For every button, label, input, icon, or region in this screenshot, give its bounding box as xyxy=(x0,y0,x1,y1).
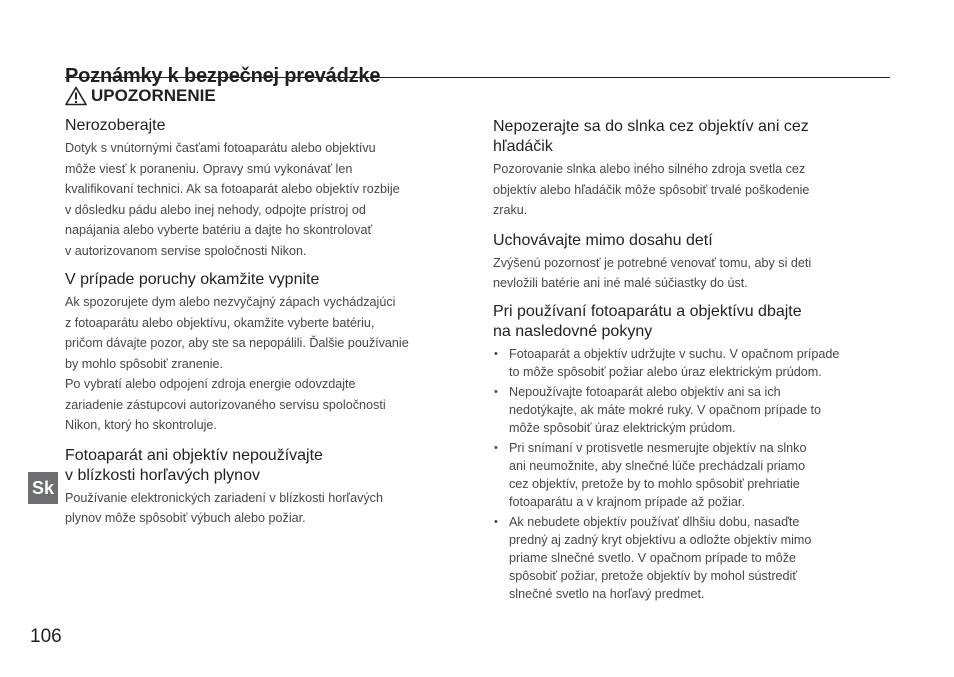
page-title: Poznámky k bezpečnej prevádzke xyxy=(65,65,381,88)
body-line: objektív alebo hľadáčik môže spôsobiť trvalé poškodenie xyxy=(493,182,810,197)
section-body xyxy=(65,488,465,529)
body-line: môže viesť k poraneniu. Opravy smú vykonávať len xyxy=(65,161,353,176)
section-title-line: Pri používaní fotoaparátu a objektívu dbajte xyxy=(493,302,802,320)
bullet-line: Pri snímaní v protisvetle nesmerujte objektív na slnko xyxy=(509,440,807,455)
bullet-line: Nepoužívajte fotoaparát alebo objektív ani sa ich xyxy=(509,384,781,399)
list-item xyxy=(493,345,893,381)
section-title-line: Nepozerajte sa do slnka cez objektív ani cez xyxy=(493,118,809,135)
bullet-dot: • xyxy=(494,441,498,454)
bullet-dot: • xyxy=(494,347,498,360)
body-line: pričom dávajte pozor, aby ste sa nepopálili. Ďalšie používanie xyxy=(65,336,409,350)
body-line: napájania alebo vyberte batériu a dajte ho skontrolovať xyxy=(65,223,373,237)
section-flammable-gas xyxy=(65,446,465,529)
language-tab: Sk xyxy=(28,472,58,504)
bullet-line: cez objektív, pretože by to mohlo spôsobiť prehriatie xyxy=(509,476,800,491)
title-divider xyxy=(65,77,890,78)
bullet-line: to môže spôsobiť požiar alebo úraz elektrickým prúdom. xyxy=(509,364,822,379)
bullet-dot: • xyxy=(494,515,498,528)
bullet-dot: • xyxy=(494,385,498,398)
section-title-line: Nerozoberajte xyxy=(65,117,166,134)
body-line: nevložili batérie ani iné malé súčiastky do úst. xyxy=(493,276,748,290)
bullet-line: ani neumožnite, aby slnečné lúče prechádzali priamo xyxy=(509,458,806,473)
body-line: Zvýšenú pozornosť je potrebné venovať tomu, aby si deti xyxy=(493,255,812,270)
bullet-line: nedotýkajte, ak máte mokré ruky. V opačnom prípade to xyxy=(509,402,821,417)
body-line: Nikon, ktorý ho skontroluje. xyxy=(65,418,217,432)
body-line: Dotyk s vnútornými časťami fotoaparátu alebo objektívu xyxy=(65,141,376,155)
bullet-line: Fotoaparát a objektív udržujte v suchu. V opačnom prípade xyxy=(509,346,840,361)
body-line: Pozorovanie slnka alebo iného silného zdroja svetla cez xyxy=(493,162,806,176)
section-title xyxy=(493,231,893,251)
list-item xyxy=(493,513,893,603)
section-title-line: hľadáčik xyxy=(493,138,553,155)
right-column xyxy=(493,117,893,605)
body-line: Ak spozorujete dym alebo nezvyčajný zápach vychádzajúci xyxy=(65,295,396,309)
warning-label: UPOZORNENIE xyxy=(91,86,216,105)
body-line: z fotoaparátu alebo objektívu, okamžite vyberte batériu, xyxy=(65,315,375,330)
section-title-line: na nasledovné pokyny xyxy=(493,322,653,340)
bullet-line: predný aj zadný kryt objektívu a odložte objektív mimo xyxy=(509,532,812,547)
section-do-not-look-at-sun xyxy=(493,117,893,221)
section-title-line: Uchovávajte mimo dosahu detí xyxy=(493,231,713,249)
bullet-line: fotoaparátu a v krajnom prípade až požiar. xyxy=(509,494,745,509)
body-line: zraku. xyxy=(493,203,528,217)
body-line: zariadenie zástupcovi autorizovaného servisu spoločnosti xyxy=(65,397,386,412)
section-keep-away-from-children xyxy=(493,231,893,294)
body-line: kvalifikovaní technici. Ak sa fotoaparát alebo objektív rozbije xyxy=(65,182,400,196)
section-title xyxy=(65,270,465,290)
section-title xyxy=(493,117,893,157)
section-title xyxy=(65,116,465,136)
body-line: by mohlo spôsobiť zranenie. xyxy=(65,356,224,371)
warning-triangle-icon xyxy=(65,86,87,106)
section-title xyxy=(493,302,893,342)
left-column xyxy=(65,116,465,529)
bullet-line: Ak nebudete objektív používať dlhšiu dobu, nasaďte xyxy=(509,514,800,529)
body-line: v autorizovanom servise spoločnosti Nikon. xyxy=(65,243,307,258)
section-title xyxy=(65,446,465,486)
body-line: Používanie elektronických zariadení v blízkosti horľavých xyxy=(65,490,383,505)
body-line: v dôsledku pádu alebo inej nehody, odpojte prístroj od xyxy=(65,202,366,217)
section-body xyxy=(65,138,465,261)
bullet-line: priame slnečné svetlo. V opačnom prípade to môže xyxy=(509,550,797,565)
page-number: 106 xyxy=(30,626,62,647)
list-item xyxy=(493,383,893,437)
bullet-line: spôsobiť požiar, pretože objektív by mohol sústrediť xyxy=(509,568,798,583)
bullet-line: môže spôsobiť úraz elektrickým prúdom. xyxy=(509,420,736,435)
section-body xyxy=(65,292,465,436)
section-usage-precautions xyxy=(493,302,893,603)
section-title-line: v blízkosti horľavých plynov xyxy=(65,466,260,484)
warning-heading xyxy=(65,86,216,106)
body-line: plynov môže spôsobiť výbuch alebo požiar. xyxy=(65,511,306,525)
section-body xyxy=(493,159,893,221)
body-line: Po vybratí alebo odpojení zdroja energie odovzdajte xyxy=(65,377,356,391)
section-do-not-disassemble xyxy=(65,116,465,261)
section-title-line: Fotoaparát ani objektív nepoužívajte xyxy=(65,446,323,464)
bullet-line: slnečné svetlo na horľavý predmet. xyxy=(509,586,705,601)
list-item xyxy=(493,439,893,511)
section-title-line: V prípade poruchy okamžite vypnite xyxy=(65,271,320,288)
section-turn-off-on-malfunction xyxy=(65,270,465,436)
section-body xyxy=(493,253,893,294)
precautions-list xyxy=(493,345,893,603)
